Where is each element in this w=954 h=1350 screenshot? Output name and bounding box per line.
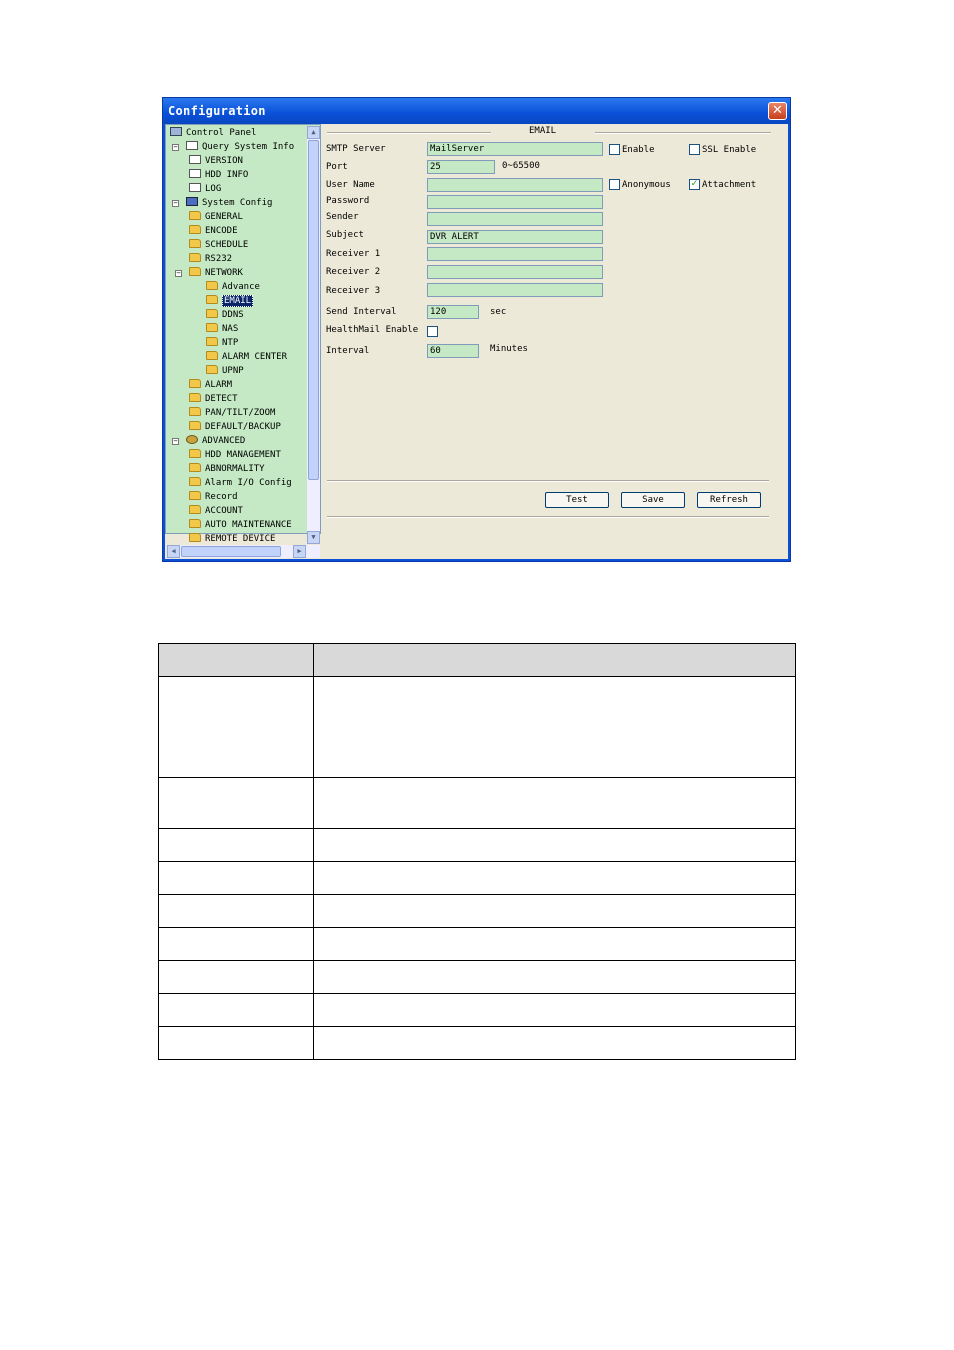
tree-item[interactable] [189,421,281,434]
tree-item-label: PAN/TILT/ZOOM [205,408,276,418]
port-input[interactable]: 25 [427,160,495,174]
subject-label: Subject [326,230,364,240]
tree-item[interactable] [189,169,248,182]
tree-item-label: ABNORMALITY [205,464,265,474]
tree-item-label: Advance [222,282,260,292]
tree-item-label: GENERAL [205,212,243,222]
folder-icon [189,477,201,486]
window-client [165,124,788,559]
table-cell [159,895,314,928]
close-icon[interactable]: ✕ [768,102,787,120]
table-cell [159,862,314,895]
button-row-divider [327,480,769,482]
send-interval-label: Send Interval [326,307,397,317]
tree-item-label: System Config [202,198,273,208]
interval-input[interactable]: 60 [427,344,479,358]
collapse-icon[interactable]: − [173,199,178,207]
scroll-up-icon[interactable]: ▲ [307,126,320,139]
healthmail-enable-checkbox[interactable] [427,326,438,337]
table-cell [159,778,314,829]
note-icon [189,155,201,164]
tree-item[interactable] [206,337,238,350]
table-cell [159,928,314,961]
tree-item[interactable] [189,211,243,224]
refresh-button[interactable]: Refresh [697,492,761,508]
tree-item-label: Alarm I/O Config [205,478,292,488]
tree-item-label: DEFAULT/BACKUP [205,422,281,432]
folder-icon [189,239,201,248]
table-cell [314,928,796,961]
folder-icon [189,253,201,262]
tree-item[interactable] [189,407,275,420]
table-cell [314,994,796,1027]
tree-item-label: SCHEDULE [205,240,249,250]
tree-item-label: ALARM CENTER [222,352,288,362]
anonymous-label: Anonymous [622,180,671,190]
folder-icon [189,393,201,402]
note-icon [189,169,201,178]
folder-icon [189,463,201,472]
tree-item[interactable] [189,379,232,392]
table-row [159,677,796,778]
folder-icon [189,421,201,430]
subject-input[interactable]: DVR ALERT [427,230,603,244]
folder-icon [206,365,218,374]
folder-icon [206,295,218,304]
tree-item[interactable] [189,253,232,266]
save-button[interactable]: Save [621,492,685,508]
tree-item-label: LOG [205,184,222,194]
scroll-left-icon[interactable]: ◀ [167,545,180,558]
scroll-right-icon[interactable]: ▶ [293,545,306,558]
test-button[interactable]: Test [545,492,609,508]
scroll-thumb[interactable] [308,140,319,480]
pc-icon [170,127,182,136]
table-cell [159,1027,314,1060]
tree-item-label: NETWORK [205,268,243,278]
port-range: 0~65500 [502,161,540,171]
tree-item-label: DDNS [222,310,244,320]
bottom-divider [327,516,769,518]
tree-item[interactable] [170,127,256,140]
tree-item[interactable] [206,323,238,336]
port-label: Port [326,162,348,172]
table-row [159,961,796,994]
tool-icon [186,197,198,206]
tree-item-label: ACCOUNT [205,506,243,516]
tree-item[interactable] [189,239,248,252]
folder-icon [189,449,201,458]
healthmail-enable-label: HealthMail Enable [326,325,419,335]
tree-item-label: DETECT [205,394,238,404]
receiver-2-label: Receiver 2 [326,267,381,277]
tree-item-label: RS232 [205,254,233,264]
user-name-label: User Name [326,180,375,190]
interval-label: Interval [326,346,370,356]
configuration-window [162,97,791,562]
tree-item-label: Record [205,492,238,502]
table-cell [159,994,314,1027]
scroll-down-icon[interactable]: ▼ [307,531,320,544]
tree-item[interactable] [189,449,281,462]
tree-item-label: VERSION [205,156,243,166]
tree-item-label: NAS [222,324,239,334]
tree-item[interactable] [206,309,244,322]
tree-item[interactable] [189,267,243,280]
send-interval-unit: sec [490,307,507,317]
ssl-enable-label: SSL Enable [702,145,757,155]
table-row [159,862,796,895]
smtp-server-label: SMTP Server [326,144,386,154]
tree-item[interactable] [186,435,245,448]
table-row [159,1027,796,1060]
tree-item[interactable] [189,477,292,490]
table-cell [314,778,796,829]
folder-icon [189,533,201,542]
table-header-cell [159,644,314,677]
tree-item[interactable] [189,155,243,168]
folder-icon [189,505,201,514]
tree-item[interactable] [189,491,238,504]
tree-item[interactable] [189,533,275,546]
collapse-icon[interactable]: − [176,269,181,277]
table-cell [159,961,314,994]
tree-item[interactable] [189,393,238,406]
receiver-2-input[interactable] [427,265,603,279]
tree-item-label: HDD MANAGEMENT [205,450,281,460]
send-interval-input[interactable]: 120 [427,305,479,319]
table-cell [314,961,796,994]
folder-icon [189,267,201,276]
tree-item[interactable] [189,505,243,518]
tree-item[interactable] [206,281,260,294]
receiver-1-input[interactable] [427,247,603,261]
tree-item[interactable] [189,463,265,476]
tree-item-label: ALARM [205,380,233,390]
title-bar[interactable] [163,98,790,124]
tree-item-label: EMAIL [224,296,252,306]
parameter-table [158,643,796,1060]
table-header-row [159,644,796,677]
email-settings-panel [323,124,788,559]
folder-icon [206,337,218,346]
folder-icon [189,491,201,500]
tree-item-label: AUTO MAINTENANCE [205,520,292,530]
tree-item[interactable] [189,183,221,196]
folder-icon [189,407,201,416]
tree-item[interactable] [189,519,292,532]
window-title: Configuration [168,104,266,118]
tree-item[interactable] [206,295,253,308]
interval-unit: Minutes [490,344,528,354]
anonymous-checkbox[interactable] [609,179,620,190]
tree-item-label: NTP [222,338,239,348]
folder-icon [206,323,218,332]
section-title: EMAIL [529,126,557,136]
receiver-1-label: Receiver 1 [326,249,381,259]
tree-item[interactable] [206,351,287,364]
section-divider [595,132,771,134]
tree-item-label: ADVANCED [202,436,246,446]
table-row [159,778,796,829]
tree-item[interactable] [206,365,244,378]
collapse-icon[interactable]: − [173,437,178,445]
tree-item-label: ENCODE [205,226,238,236]
table-row [159,928,796,961]
password-label: Password [326,196,370,206]
note-icon [189,183,201,192]
folder-icon [206,281,218,290]
note-icon [186,141,198,150]
table-row [159,829,796,862]
section-divider [327,132,491,134]
table-cell [314,677,796,778]
folder-icon [189,211,201,220]
tree-item-label: HDD INFO [205,170,249,180]
tree-panel [165,124,321,555]
folder-icon [206,351,218,360]
table-cell [159,829,314,862]
receiver-3-label: Receiver 3 [326,286,381,296]
folder-icon [189,225,201,234]
enable-checkbox[interactable] [609,144,620,155]
user-name-input[interactable] [427,178,603,192]
ssl-enable-checkbox[interactable] [689,144,700,155]
table-cell [159,677,314,778]
tree-item-label: Query System Info [202,142,295,152]
table-row [159,895,796,928]
gear-icon [186,435,198,444]
table-cell [314,829,796,862]
password-input[interactable] [427,195,603,209]
tree-item-label: REMOTE DEVICE [205,534,276,544]
tree-item-label: UPNP [222,366,244,376]
table-header-cell [314,644,796,677]
tree-item[interactable] [186,141,294,154]
tree-item-label: Control Panel [186,128,257,138]
scroll-thumb-horizontal[interactable] [181,546,281,557]
tree-vertical-scrollbar[interactable] [307,126,320,544]
tree-horizontal-scrollbar[interactable] [167,545,320,558]
smtp-server-input[interactable]: MailServer [427,142,603,156]
receiver-3-input[interactable] [427,283,603,297]
folder-icon [189,379,201,388]
folder-icon [206,309,218,318]
attachment-checkbox[interactable]: ✓ [690,179,699,189]
table-cell [314,862,796,895]
table-cell [314,1027,796,1060]
sender-input[interactable] [427,212,603,226]
enable-label: Enable [622,145,655,155]
sender-label: Sender [326,212,359,222]
table-row [159,994,796,1027]
attachment-label: Attachment [702,180,757,190]
collapse-icon[interactable]: − [173,143,178,151]
folder-icon [189,519,201,528]
table-cell [314,895,796,928]
tree-item[interactable] [186,197,272,210]
tree-item[interactable] [189,225,238,238]
